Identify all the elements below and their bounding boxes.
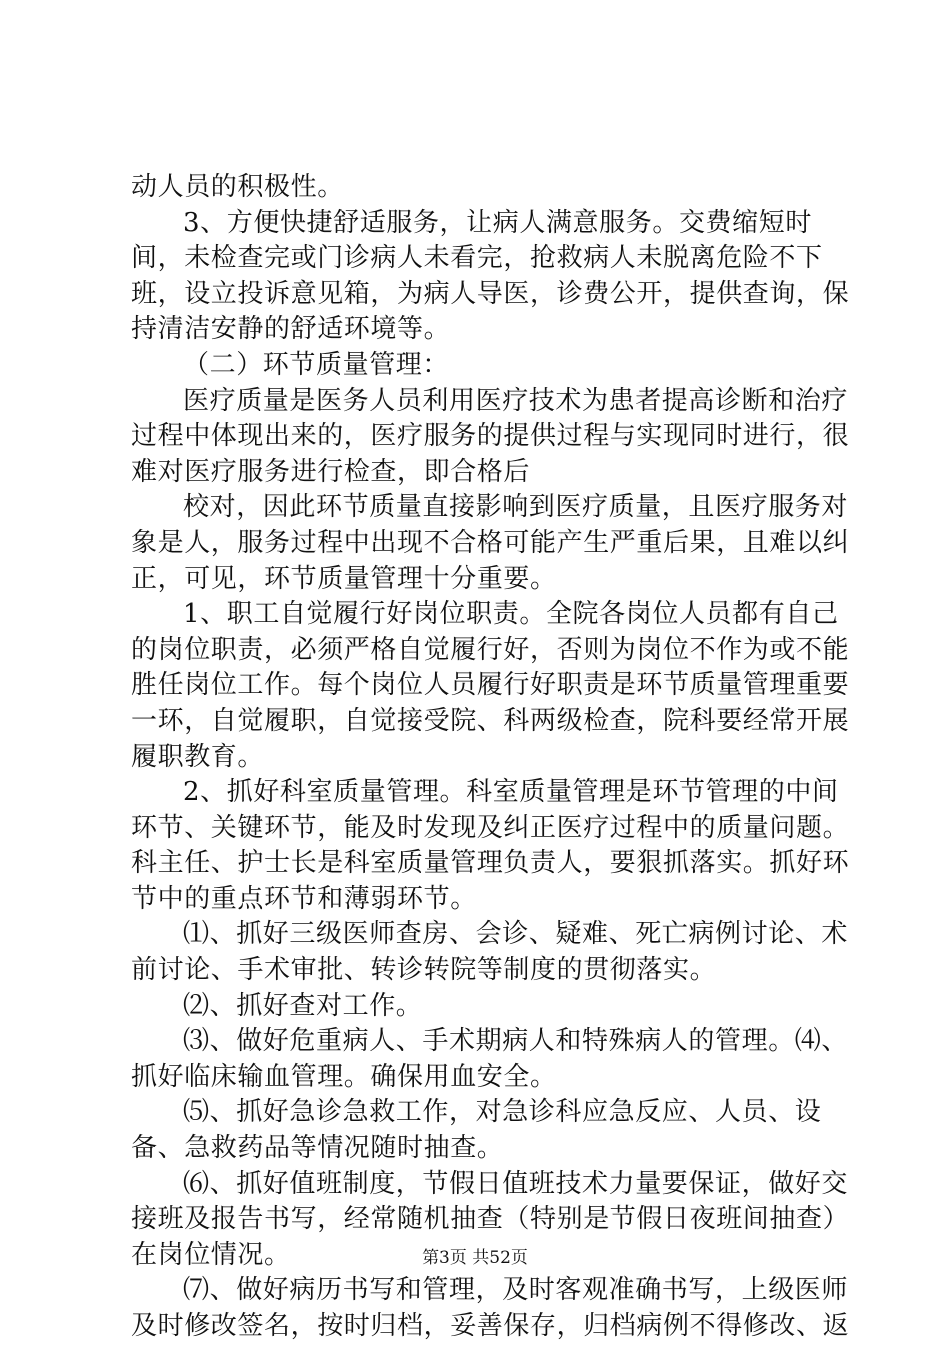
section-heading: （二）环节质量管理：: [183, 349, 450, 380]
list-item: ⑺、做好病历书写和管理，及时客观准确书写，上级医师及时修改签名，按时归档，妥善保存，归档病例不得修改、返: [131, 1275, 850, 1341]
list-item: ⑴、抓好三级医师查房、会诊、疑难、死亡病例讨论、术前讨论、手术审批、转诊转院等制度的贯彻落实。: [131, 919, 849, 986]
list-item: ⑹、抓好值班制度，节假日值班技术力量要保证，做好交接班及报告书写，经常随机抽查（特别是节假日夜班间抽查）在岗位情况。: [131, 1168, 850, 1270]
paragraph: 2、抓好科室质量管理。科室质量管理是环节管理的中间环节、关键环节，能及时发现及纠正医疗过程中的质量问题。科主任、护士长是科室质量管理负责人，要狠抓落实。抓好环节中的重点环节和薄弱环节。: [131, 777, 850, 914]
list-item: ⑸、抓好急诊急救工作，对急诊科应急反应、人员、设备、急救药品等情况随时抽查。: [131, 1097, 822, 1164]
document-body: [131, 170, 851, 1345]
paragraph: 医疗质量是医务人员利用医疗技术为患者提高诊断和治疗过程中体现出来的，医疗服务的提供过程与实现同时进行，很难对医疗服务进行检查，即合格后: [131, 385, 850, 487]
list-item: ⑶、做好危重病人、手术期病人和特殊病人的管理。⑷、抓好临床输血管理。确保用血安全。: [131, 1026, 849, 1092]
page-number-footer: 第3页 共52页: [422, 1248, 528, 1268]
paragraph: 动人员的积极性。: [131, 172, 344, 202]
list-item: ⑵、抓好查对工作。: [183, 990, 423, 1021]
paragraph: 校对，因此环节质量直接影响到医疗质量，且医疗服务对象是人，服务过程中出现不合格可能产生严重后果，且难以纠正，可见，环节质量管理十分重要。: [131, 492, 850, 594]
paragraph: 1、职工自觉履行好岗位职责。全院各岗位人员都有自己的岗位职责，必须严格自觉履行好，否则为岗位不作为或不能胜任岗位工作。每个岗位人员履行好职责是环节质量管理重要一环，自觉履职，自觉接受院、科两级检查，院科要经常开展履职教育。: [131, 599, 850, 772]
paragraph: 3、方便快捷舒适服务，让病人满意服务。交费缩短时间，未检查完或门诊病人未看完，抢救病人未脱离危险不下班，设立投诉意见箱，为病人导医，诊费公开，提供查询，保持清洁安静的舒适环境等。: [131, 207, 850, 345]
